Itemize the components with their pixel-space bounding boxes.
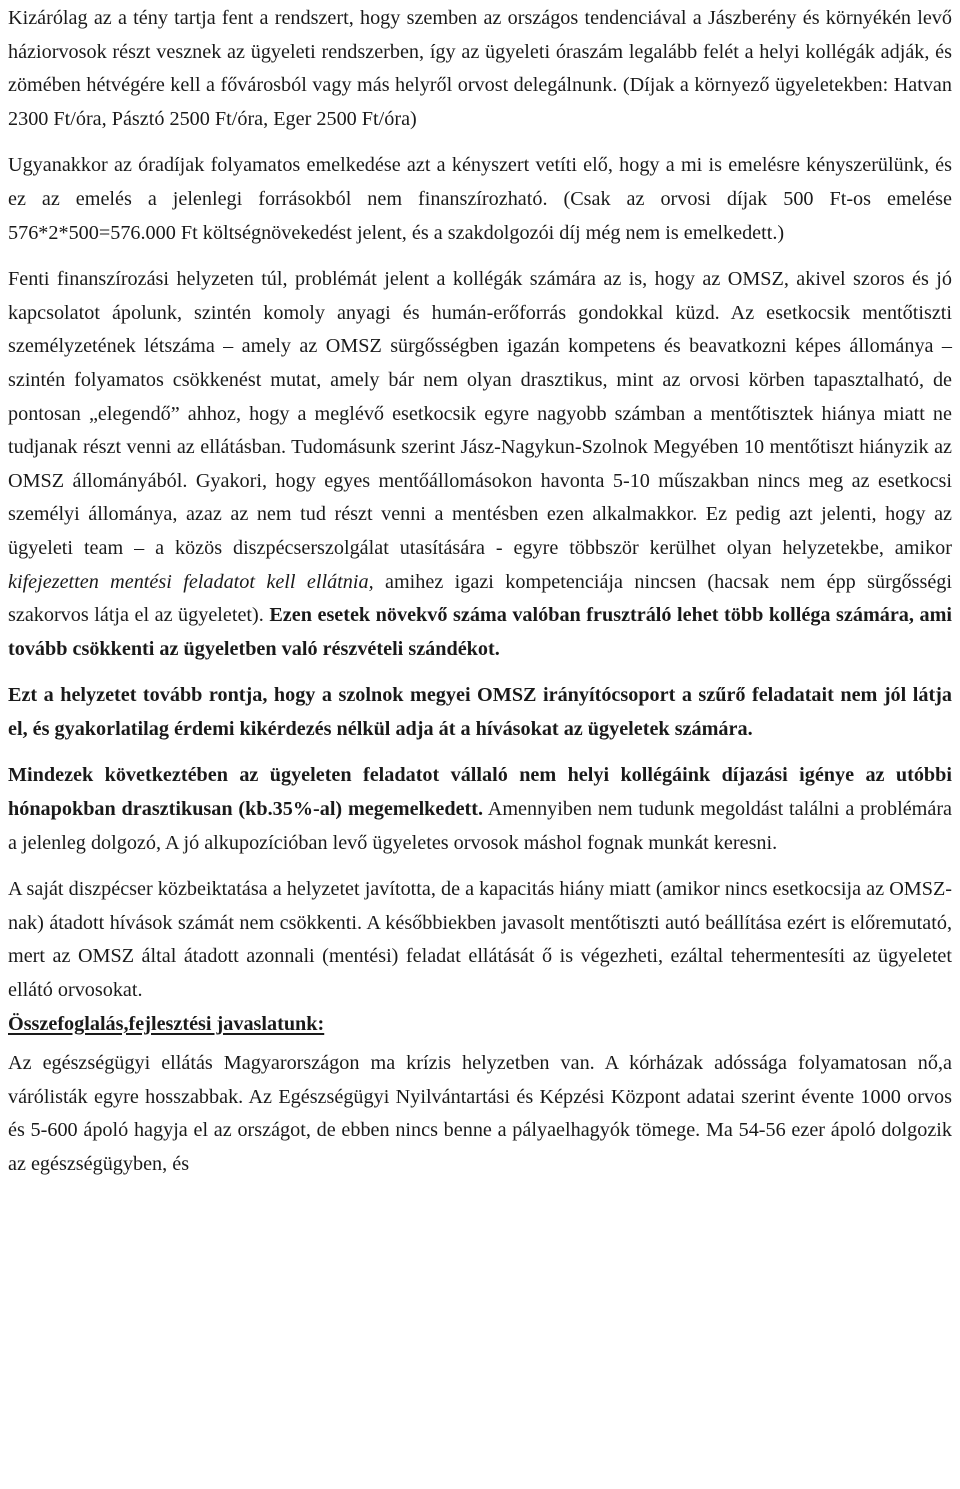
section-heading-summary: Összefoglalás,fejlesztési javaslatunk: (8, 1012, 325, 1035)
fee-demand-bold-text: Mindezek következtében az ügyeleten feladatot vállaló nem helyi kollégáink díjazási igénye az utóbbi hónapokban drasztikusan (kb.35%-al) megemelkedett. (8, 764, 952, 821)
omsz-bold-conclusion: Ezen esetek növekvő száma valóban frusztráló lehet több kollégа számára, ami tovább csökkenti az ügyeletben való részvételi szándékot. (8, 604, 952, 660)
paragraph-dispatch-group (8, 679, 952, 746)
dispatch-bold-text: Ezt a helyzetet tovább rontja, hogy a szolnok megyei OMSZ irányítócsoport a szűrő feladatait nem jól látja el, és gyakorlatilag érdemi kikérdezés nélkül adja át a hívásokat az ügyeletek számára. (8, 684, 952, 740)
omsz-text-part-2: amihez igazi kompetenciája nincsen (hacsak nem épp sürgősségi szakorvos látja el az ügyeletet). (8, 570, 953, 627)
omsz-text-part-1: Fenti finanszírozási helyzeten túl, problémát jelent a kollégák számára az is, hogy az OMSZ, akivel szoros és jó kapcsolatot ápolunk, szintén komoly anyagi és humán-erőforrás gondokkal küzd. Az esetkocsik mentőtiszti személyzetének létszáma – amely az OMSZ sürgősségben igazán kompetens és beavatkozni képes állománya – szintén folyamatos csökkenést mutat, amely bár nem olyan drasztikus, mint az orvosi körben tapasztalható, de pontosan „elegendő” ahhoz, hogy a meglévő esetkocsik egyre nagyobb számban a mentőtisztek hiánya miatt ne tudjanak részt venni az ellátásban. Tudomásunk szerint Jász-Nagykun-Szolnok Megyében 10 mentőtiszt hiányzik az OMSZ állományából. Gyakori, hogy egyes mentőállomásokon havonta 5-10 műszakban nincs meg az esetkocsi személyi állománya, azaz az nem tud részt venni a mentésben ezen alkalmakkor. Ez pedig azt jelenti, hogy az ügyeleti team – a közös diszpécserszolgálat utasítására - egyre többször kerülhet olyan helyzetekbe, amikor (8, 268, 952, 559)
paragraph-own-dispatcher: A saját diszpécser közbeiktatása a helyzetet javította, de a kapacitás hiány miatt (amikor nincs esetkocsija az OMSZ-nak) átadott hívások számát nem csökkenti. A későbbiekben javasolt mentőtiszti autó beállítása ezért is előremutató, mert az OMSZ által átadott azonnali (mentési) feladat ellátását ő is végezheti, ezáltal tehermentesíti az ügyeletet ellátó orvosokat. (8, 878, 952, 1002)
document-page (8, 0, 952, 1182)
paragraph-fee-increase: Ugyanakkor az óradíjak folyamatos emelkedése azt a kényszert vetíti elő, hogy a mi is emelésre kényszerülünk, és ez az emelés a jelenlegi forrásokból nem finanszírozható. (Csak az orvosi díjak 500 Ft-os emelése 576*2*500=576.000 Ft költségnövekedést jelent, és a szakdolgozói díj még nem is emelkedett.) (8, 154, 952, 244)
omsz-italic-phrase: kifejezetten mentési feladatot kell ellátnia, (8, 570, 374, 593)
fee-demand-text: Amennyiben nem tudunk megoldást találni a problémára a jelenleg dolgozó, A jó alkupozícióban levő ügyeletes orvosok máshol fognak munkát keresni. (8, 798, 952, 854)
paragraph-omsz-problems (8, 263, 952, 666)
paragraph-healthcare-crisis: Az egészségügyi ellátás Magyarországon ma krízis helyzetben van. A kórházak adóssága folyamatosan nő,a várólisták egyre hosszabbak. Az Egészségügyi Nyilvántartási és Képzési Központ adatai szerint évente 1000 orvos és 5-600 ápoló hagyja el az országot, de ebben nincs benne a pályaelhagyók tömege. Ma 54-56 ezer ápoló dolgozik az egészségügyben, és (8, 1052, 952, 1175)
paragraph-duty-system: Kizárólag az a tény tartja fent a rendszert, hogy szemben az országos tendenciával a Jászberény és környékén levő háziorvosok részt vesznek az ügyeleti rendszerben, így az ügyeleti óraszám legalább felét a helyi kollégák adják, és zömében hétvégére kell a fővárosból vagy más helyről orvost delegálnunk. (Díjak a környező ügyeletekben: Hatvan 2300 Ft/óra, Pásztó 2500 Ft/óra, Eger 2500 Ft/óra) (8, 7, 952, 130)
paragraph-fee-demand (8, 759, 952, 860)
